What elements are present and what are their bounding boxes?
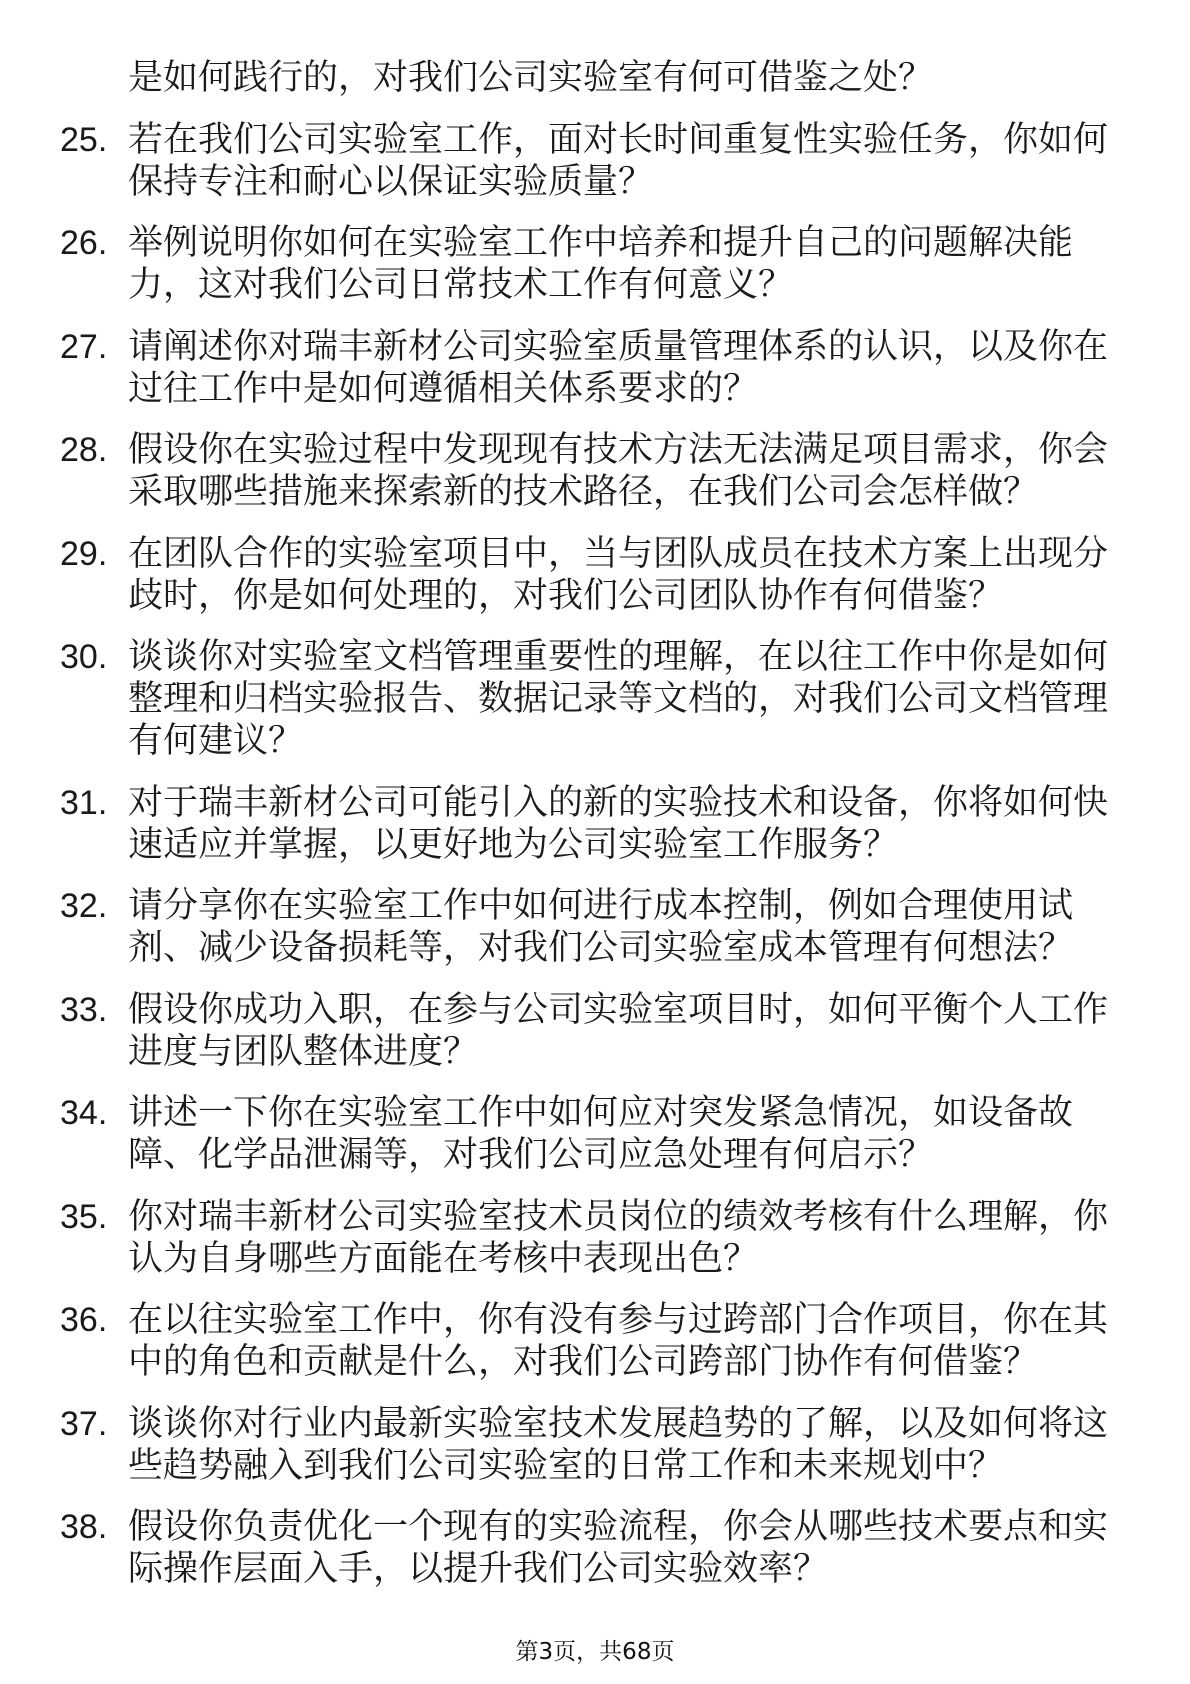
question-text — [128, 1299, 1190, 1383]
question-number: 25. — [60, 120, 108, 159]
question-line: 剂、减少设备损耗等，对我们公司实验室成本管理有何想法？ — [128, 928, 1074, 968]
question-number: 36. — [60, 1301, 108, 1339]
question-line: 请分享你在实验室工作中如何进行成本控制，例如合理使用试 — [128, 886, 1074, 926]
question-line: 歧时，你是如何处理的，对我们公司团队协作有何借鉴？ — [128, 575, 1004, 616]
question-line: 谈谈你对行业内最新实验室技术发展趋势的了解，以及如何将这 — [128, 1403, 1109, 1444]
question-line: 中的角色和贡献是什么，对我们公司跨部门协作有何借鉴？ — [128, 1342, 1039, 1382]
question-line: 假设你在实验过程中发现现有技术方法无法满足项目需求，你会 — [128, 430, 1109, 470]
question-line: 力，这对我们公司日常技术工作有何意义？ — [128, 265, 794, 305]
question-text — [128, 1506, 1190, 1590]
question-item-27 — [0, 326, 1190, 410]
question-line: 有何建议？ — [128, 721, 304, 761]
question-line: 你对瑞丰新材公司实验室技术员岗位的绩效考核有什么理解，你 — [128, 1196, 1109, 1237]
question-line: 整理和归档实验报告、数据记录等文档的，对我们公司文档管理 — [128, 679, 1109, 719]
question-text — [128, 1196, 1190, 1280]
question-list — [0, 57, 1190, 1590]
question-item-32 — [0, 885, 1190, 969]
question-line: 假设你成功入职，在参与公司实验室项目时，如何平衡个人工作 — [128, 989, 1109, 1030]
question-item-35 — [0, 1196, 1190, 1280]
question-text — [128, 1403, 1190, 1487]
question-item-38 — [0, 1506, 1190, 1590]
question-text — [128, 326, 1190, 410]
question-line: 谈谈你对实验室文档管理重要性的理解，在以往工作中你是如何 — [128, 637, 1109, 677]
question-text — [128, 1092, 1190, 1176]
question-item-26 — [0, 222, 1190, 306]
question-line: 采取哪些措施来探索新的技术路径，在我们公司会怎样做？ — [128, 472, 1039, 512]
question-item-37 — [0, 1403, 1190, 1487]
question-number: 33. — [60, 990, 108, 1029]
question-item-30 — [0, 636, 1190, 762]
question-text — [128, 885, 1190, 969]
question-number: 32. — [60, 887, 108, 925]
question-line: 些趋势融入到我们公司实验室的日常工作和未来规划中？ — [128, 1445, 1004, 1486]
question-text — [128, 533, 1190, 617]
question-item-28 — [0, 429, 1190, 513]
question-line: 假设你负责优化一个现有的实验流程，你会从哪些技术要点和实 — [128, 1507, 1109, 1547]
question-text — [128, 429, 1190, 513]
question-number: 35. — [60, 1197, 108, 1236]
page-footer: 第3页，共68页 — [515, 1639, 675, 1665]
question-number: 29. — [60, 534, 108, 573]
question-number: 28. — [60, 431, 108, 469]
continuation-line: 是如何践行的，对我们公司实验室有何可借鉴之处？ — [128, 58, 934, 98]
question-line: 际操作层面入手，以提升我们公司实验效率？ — [128, 1549, 829, 1589]
question-line: 在以往实验室工作中，你有没有参与过跨部门合作项目，你在其 — [128, 1300, 1109, 1340]
question-line: 在团队合作的实验室项目中，当与团队成员在技术方案上出现分 — [128, 533, 1109, 574]
question-number: 31. — [60, 783, 108, 822]
question-line: 若在我们公司实验室工作，面对长时间重复性实验任务，你如何 — [128, 119, 1109, 160]
question-line: 讲述一下你在实验室工作中如何应对突发紧急情况，如设备故 — [128, 1093, 1074, 1133]
question-text — [128, 782, 1190, 866]
question-item-25 — [0, 119, 1190, 203]
question-number: 34. — [60, 1094, 108, 1132]
question-number: 26. — [60, 224, 108, 262]
question-number: 37. — [60, 1404, 108, 1443]
question-number: 38. — [60, 1508, 108, 1546]
question-line: 保持专注和耐心以保证实验质量？ — [128, 161, 654, 202]
question-number: 30. — [60, 638, 108, 676]
question-line: 进度与团队整体进度？ — [128, 1031, 479, 1072]
question-item-31 — [0, 782, 1190, 866]
question-line: 对于瑞丰新材公司可能引入的新的实验技术和设备，你将如何快 — [128, 782, 1109, 823]
question-line: 过往工作中是如何遵循相关体系要求的？ — [128, 368, 759, 409]
question-line: 障、化学品泄漏等，对我们公司应急处理有何启示？ — [128, 1135, 934, 1175]
question-text — [128, 989, 1190, 1073]
question-text — [128, 222, 1190, 306]
question-line: 请阐述你对瑞丰新材公司实验室质量管理体系的认识，以及你在 — [128, 326, 1109, 367]
question-item-29 — [0, 533, 1190, 617]
question-number: 27. — [60, 327, 108, 366]
question-line: 举例说明你如何在实验室工作中培养和提升自己的问题解决能 — [128, 223, 1074, 263]
question-item-33 — [0, 989, 1190, 1073]
question-text — [128, 119, 1190, 203]
question-item-36 — [0, 1299, 1190, 1383]
question-line: 速适应并掌握，以更好地为公司实验室工作服务？ — [128, 824, 899, 865]
question-text — [128, 636, 1190, 762]
question-line: 认为自身哪些方面能在考核中表现出色？ — [128, 1238, 759, 1279]
question-item-34 — [0, 1092, 1190, 1176]
